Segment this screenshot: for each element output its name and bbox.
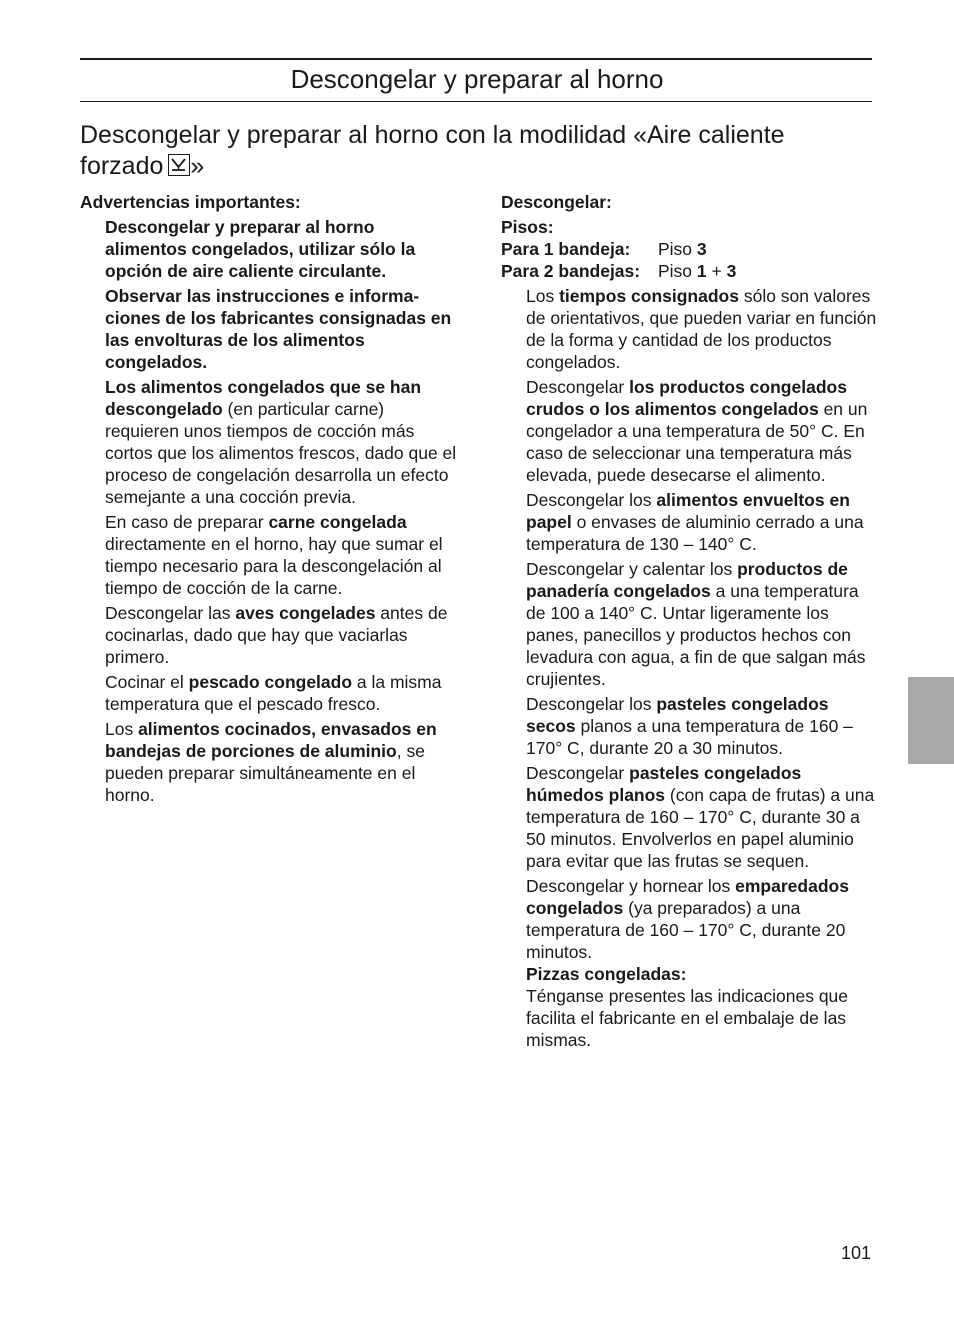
pizza-text: Ténganse presentes las indicaciones que facilita el fabricante en el embalaje de las mismas. <box>526 986 849 1050</box>
defrost-item: Descongelar los pasteles congelados secos planos a una temperatura de 160 – 170° C, durante 20 a 30 minutos. <box>526 694 853 758</box>
warning-item: Observar las instrucciones e informaciones de los fabricantes consignadas en las envolturas de los alimentos congelados. <box>105 286 452 372</box>
section-heading-line2: forzado <box>80 152 164 180</box>
warnings-title: Advertencias importantes: <box>80 192 301 212</box>
warning-item: Los alimentos congelados que se han descongelado (en particular carne) requieren unos tiempos de cocción más cortos que los alimentos frescos, dado que el proceso de congelación desarrolla un efecto semejante a una cocción previa. <box>105 377 457 507</box>
defrost-item: Descongelar pasteles congelados húmedos planos (con capa de frutas) a una temperatura de 160 – 170° C, durante 30 a 50 minutos. Envolverlos en papel aluminio para evitar que las frutas se sequen. <box>526 763 875 871</box>
pizza-title: Pizzas congeladas: <box>526 964 687 984</box>
defrost-list <box>501 285 881 1051</box>
warning-item: En caso de preparar carne congelada directamente en el horno, hay que sumar el tiempo necesario para la descongelación al tiempo de cocción de la carne. <box>105 512 443 598</box>
warning-item: Cocinar el pescado congelado a la misma temperatura que el pescado fresco. <box>105 672 442 714</box>
tray2-value: Piso 1 + 3 <box>658 261 737 281</box>
section-heading-close-quote: » <box>190 152 205 180</box>
defrost-item: Descongelar los alimentos envueltos en papel o envases de aluminio cerrado a una temperatura de 130 – 140° C. <box>526 490 864 554</box>
defrost-item: Los tiempos consignados sólo son valores de orientativos, que pueden variar en función de la forma y cantidad de los productos congelados. <box>526 286 877 372</box>
defrost-item: Descongelar y hornear los emparedados congelados (ya preparados) a una temperatura de 160 – 170° C, durante 20 minutos. <box>526 876 849 962</box>
warning-item: Descongelar las aves congelades antes de cocinarlas, dado que hay que vaciarlas primero. <box>105 603 448 667</box>
header-top-rule <box>80 58 872 60</box>
tray1-row <box>501 238 881 260</box>
chapter-tab <box>908 677 954 764</box>
fan-oven-icon <box>168 154 190 176</box>
defrost-item: Descongelar los productos congelados crudos o los alimentos congelados en un congelador a una temperatura de 50° C. En caso de seleccionar una temperatura más elevada, puede desecarse el alimento. <box>526 377 868 485</box>
warnings-list <box>80 216 460 806</box>
tray1-label: Para 1 bandeja: <box>501 239 631 259</box>
page-number: 101 <box>840 1243 871 1263</box>
left-column <box>80 191 460 809</box>
defrost-title: Descongelar: <box>501 192 612 212</box>
page-header-title: Descongelar y preparar al horno <box>290 64 664 94</box>
tray1-value: Piso 3 <box>658 239 707 259</box>
levels-title: Pisos: <box>501 217 554 237</box>
right-column <box>501 191 881 1054</box>
warning-item: Los alimentos cocinados, envasados en bandejas de porciones de aluminio, se pueden preparar simultáneamente en el horno. <box>105 719 437 805</box>
section-heading-line1: Descongelar y preparar al horno con la modilidad «Aire caliente <box>80 121 785 149</box>
warning-item: Descongelar y preparar al horno alimentos congelados, utilizar sólo la opción de aire caliente circulante. <box>105 217 416 281</box>
tray2-row <box>501 260 881 282</box>
section-heading <box>80 120 880 182</box>
defrost-item: Descongelar y calentar los productos de panadería congelados a una temperatura de 100 a 140° C. Untar ligeramente los panes, panecillos y productos hechos con levadura con agua, a fin de que salgan más crujientes. <box>526 559 866 689</box>
header-bottom-rule <box>80 101 872 102</box>
tray2-label: Para 2 bandejas: <box>501 261 641 281</box>
